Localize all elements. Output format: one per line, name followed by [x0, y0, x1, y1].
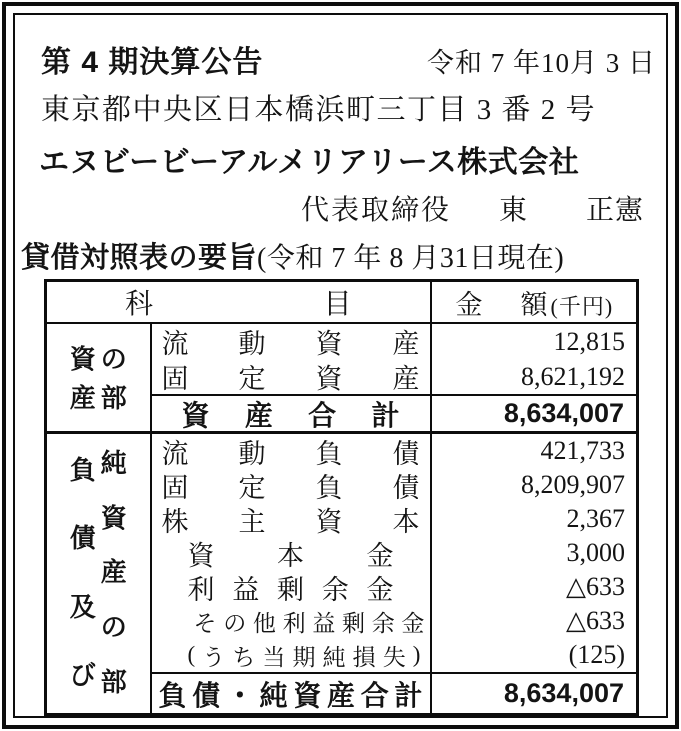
representative-name: 東 正憲 — [498, 195, 644, 226]
page-title: 第 4 期決算公告 — [41, 46, 264, 79]
assets-total-label: 資 産 合 計 — [181, 399, 400, 431]
item-label-fixed-assets: 固 定 資 産 — [161, 364, 420, 394]
assets-total-amount-cell — [431, 395, 638, 433]
announcement-page — [15, 15, 666, 716]
balance-sheet-caption-row — [15, 235, 666, 279]
item-label-shareholders-equity: 株 主 資 本 — [161, 506, 420, 537]
section-label-liabilities-col2: 純 資 産 の 部 — [100, 447, 127, 698]
liabilities-total-amount-cell — [431, 673, 638, 715]
table-header-row — [46, 281, 638, 324]
assets-body-row — [46, 323, 638, 395]
amount-fixed-liabilities: 8,209,907 — [521, 470, 625, 499]
assets-total-label-cell — [151, 395, 431, 433]
item-label-fixed-liabilities: 固 定 負 債 — [161, 472, 420, 503]
amount-current-liabilities: 421,733 — [540, 436, 625, 465]
section-label-liabilities — [46, 433, 151, 715]
announcement-date: 令和 7 年10月 3 日 — [427, 48, 656, 78]
amount-capital-stock: 3,000 — [566, 538, 625, 567]
company-address: 東京都中央区日本橋浜町三丁目 3 番 2 号 — [41, 94, 597, 126]
section-label-assets-col2: の 部 — [100, 343, 127, 413]
column-header-item — [46, 281, 431, 324]
amount-net-loss: (125) — [568, 640, 625, 669]
assets-total-amount: 8,634,007 — [503, 398, 624, 428]
item-label-retained-earnings: 利 益 剰 余 金 — [187, 574, 394, 605]
company-name: エヌビービーアルメリアリース株式会社 — [39, 146, 580, 179]
assets-items-cell — [151, 323, 431, 395]
balance-sheet-caption: 貸借対照表の要旨 — [21, 242, 258, 274]
liabilities-total-label-cell — [151, 673, 431, 715]
column-header-item-label: 科 目 — [125, 289, 352, 320]
representative-row — [15, 188, 666, 235]
item-label-other-retained-earnings: そ の 他 利 益 剰 余 金 — [193, 610, 425, 636]
liabilities-total-amount: 8,634,007 — [503, 678, 624, 708]
section-label-assets-col1: 資 産 — [69, 343, 96, 413]
amount-other-retained-earnings: △633 — [566, 606, 625, 635]
column-header-amount-unit: (千円) — [550, 293, 614, 319]
liabilities-items-cell — [151, 433, 431, 674]
amount-fixed-assets: 8,621,192 — [521, 362, 625, 391]
liabilities-body-row — [46, 433, 638, 674]
amount-retained-earnings: △633 — [566, 572, 625, 601]
section-label-assets — [46, 323, 151, 433]
item-label-capital-stock: 資 本 金 — [187, 540, 394, 571]
header-title-row — [15, 37, 666, 87]
liabilities-total-label: 負 債 ・ 純 資 産 合 計 — [158, 679, 423, 711]
assets-amounts-cell — [431, 323, 638, 395]
balance-sheet-table — [44, 279, 639, 716]
amount-current-assets: 12,815 — [553, 327, 625, 356]
column-header-amount-label: 金 額 — [455, 289, 548, 320]
item-label-current-assets: 流 動 資 産 — [161, 329, 420, 359]
balance-sheet-as-of-date: (令和 7 年 8 月31日現在) — [257, 243, 565, 274]
item-label-current-liabilities: 流 動 負 債 — [161, 438, 420, 469]
column-header-amount — [431, 281, 638, 324]
section-label-liabilities-col1: 負 債 及 び — [69, 454, 96, 691]
item-label-net-loss: ( う ち 当 期 純 損 失 ) — [187, 642, 421, 670]
amount-shareholders-equity: 2,367 — [566, 504, 625, 533]
liabilities-amounts-cell — [431, 433, 638, 674]
representative-role: 代表取締役 — [300, 195, 451, 226]
